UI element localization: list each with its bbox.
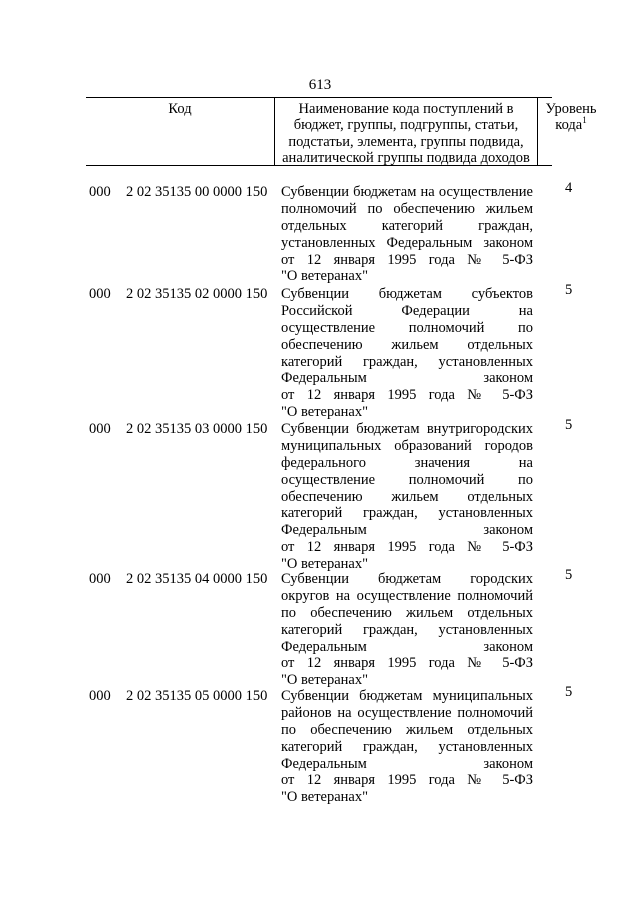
description-line: от 12 января 1995 года № 5-ФЗ	[281, 655, 533, 672]
row-level: 5	[565, 417, 573, 433]
description-line: Субвенции бюджетам городских	[281, 571, 533, 587]
description-line: "О ветеранах"	[281, 672, 369, 689]
row-prefix: 000	[89, 286, 111, 302]
description-line: обеспечению жильем отдельных	[281, 336, 533, 353]
footnote-marker: 1	[582, 115, 587, 126]
row-prefix: 000	[89, 688, 111, 704]
description-line: от 12 января 1995 года № 5-ФЗ	[281, 772, 533, 789]
description-line: "О ветеранах"	[281, 404, 369, 421]
description-line: "О ветеранах"	[281, 556, 369, 573]
header-name-line: аналитической группы подвида доходов	[282, 150, 530, 167]
description-line: Федеральным законом	[281, 522, 533, 539]
description-line: "О ветеранах"	[281, 268, 369, 285]
row-code: 2 02 35135 02 0000 150	[126, 286, 268, 302]
header-code: Код	[86, 98, 275, 165]
description-line: категорий граждан, установленных	[281, 738, 533, 755]
row-description	[281, 421, 533, 573]
description-line: полномочий по обеспечению жильем	[281, 200, 533, 217]
description-line: осуществление полномочий по	[281, 471, 533, 488]
description-line: по обеспечению жильем отдельных	[281, 604, 533, 621]
description-line: Субвенции бюджетам муниципальных	[281, 688, 533, 704]
description-line: Федеральным законом	[281, 638, 533, 655]
description-line: Субвенции бюджетам на осуществление	[281, 184, 533, 200]
description-line: от 12 января 1995 года № 5-ФЗ	[281, 387, 533, 404]
description-line: Субвенции бюджетам субъектов	[281, 286, 533, 302]
description-line: установленных Федеральным законом	[281, 234, 533, 251]
row-code: 2 02 35135 03 0000 150	[126, 421, 268, 437]
row-level: 5	[565, 282, 573, 298]
description-line: осуществление полномочий по	[281, 319, 533, 336]
description-line: категорий граждан, установленных	[281, 505, 533, 522]
description-line: от 12 января 1995 года № 5-ФЗ	[281, 251, 533, 268]
description-line: от 12 января 1995 года № 5-ФЗ	[281, 539, 533, 556]
row-prefix: 000	[89, 184, 111, 200]
description-line: обеспечению жильем отдельных	[281, 488, 533, 505]
row-level: 4	[565, 180, 573, 196]
description-line: категорий граждан, установленных	[281, 621, 533, 638]
header-name-line: бюджет, группы, подгруппы, статьи,	[293, 117, 519, 134]
row-prefix: 000	[89, 421, 111, 437]
description-line: Субвенции бюджетам внутригородских	[281, 421, 533, 437]
row-level: 5	[565, 684, 573, 700]
description-line: муниципальных образований городов	[281, 437, 533, 454]
row-code: 2 02 35135 00 0000 150	[126, 184, 268, 200]
description-line: Федеральным законом	[281, 370, 533, 387]
description-line: по обеспечению жильем отдельных	[281, 721, 533, 738]
row-code: 2 02 35135 04 0000 150	[126, 571, 268, 587]
row-level: 5	[565, 567, 573, 583]
description-line: категорий граждан, установленных	[281, 353, 533, 370]
row-description	[281, 184, 533, 285]
description-line: отдельных категорий граждан,	[281, 217, 533, 234]
description-line: округов на осуществление полномочий	[281, 587, 533, 604]
row-code: 2 02 35135 05 0000 150	[126, 688, 268, 704]
page-number: 613	[308, 77, 332, 93]
description-line: федерального значения на	[281, 454, 533, 471]
header-name-line: Наименование кода поступлений в	[298, 101, 514, 117]
description-line: "О ветеранах"	[281, 789, 369, 806]
header-level-line: Уровень	[545, 101, 597, 117]
row-description	[281, 571, 533, 689]
description-line: Российской Федерации на	[281, 302, 533, 319]
header-level-word: кода	[555, 117, 583, 134]
header-name-line: подстатьи, элемента, группы подвида,	[288, 133, 524, 150]
row-description	[281, 286, 533, 421]
description-line: Федеральным законом	[281, 755, 533, 772]
description-line: районов на осуществление полномочий	[281, 704, 533, 721]
row-prefix: 000	[89, 571, 111, 587]
row-description	[281, 688, 533, 806]
